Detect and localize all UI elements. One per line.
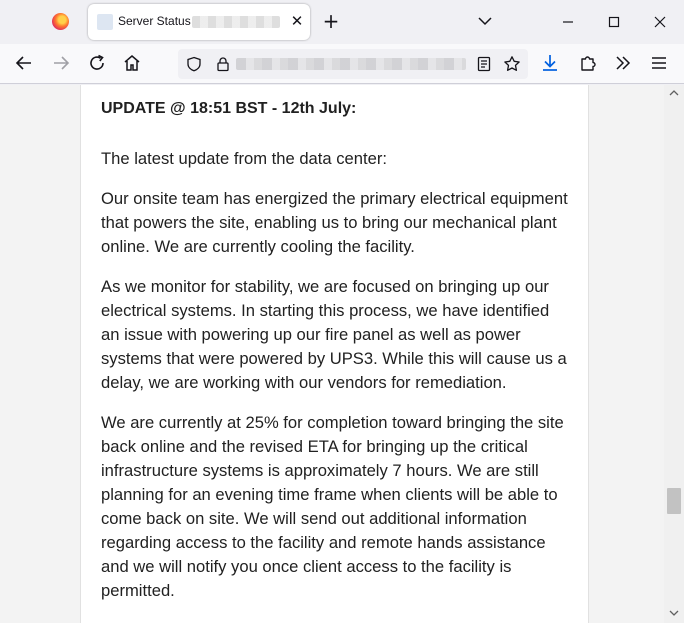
chevron-double-right-icon[interactable]: [612, 52, 634, 74]
scrollbar-thumb[interactable]: [667, 488, 681, 514]
tab-title-redacted: [192, 16, 280, 28]
new-tab-button[interactable]: +: [322, 9, 340, 33]
status-update-article: [80, 85, 589, 623]
puzzle-icon[interactable]: [577, 52, 599, 74]
page-viewport: [0, 85, 684, 623]
star-icon[interactable]: [503, 55, 521, 73]
update-paragraph: The latest update from the data center:: [101, 149, 387, 168]
title-bar: [0, 0, 684, 44]
maximize-icon[interactable]: [602, 10, 626, 34]
arrow-left-icon[interactable]: [13, 52, 35, 74]
download-icon[interactable]: [539, 52, 561, 74]
scroll-down-icon[interactable]: [668, 607, 680, 619]
vertical-scrollbar[interactable]: [664, 85, 684, 623]
navigation-toolbar: [0, 44, 684, 84]
firefox-logo-icon[interactable]: [52, 13, 69, 30]
scroll-up-icon[interactable]: [668, 87, 680, 99]
shield-icon[interactable]: [186, 56, 202, 72]
update-paragraph: We are currently at 25% for completion toward bringing the site back online and the revised ETA for bringing up the critical infrastructure systems is approximately 7 hours. We are still planning for an evening time frame when clients will be able to come back on site. We will send out additional information regarding access to the facility and remote hands assistance and we will notify you once client access to the facility is permitted.: [101, 413, 564, 600]
reader-view-icon[interactable]: [476, 56, 492, 72]
update-paragraph: As we monitor for stability, we are focused on bringing up our electrical systems. In starting this process, we have identified an issue with powering up our fire panel as well as power systems that were powered by UPS3. While this will cause us a delay, we are working with our vendors for remediation.: [101, 277, 567, 392]
chevron-down-icon[interactable]: [476, 12, 494, 30]
close-icon[interactable]: ✕: [290, 12, 304, 30]
hamburger-menu-icon[interactable]: [648, 52, 670, 74]
lock-icon[interactable]: [215, 56, 231, 72]
reload-icon[interactable]: [86, 52, 108, 74]
home-icon[interactable]: [121, 52, 143, 74]
url-text-redacted: [236, 58, 466, 70]
arrow-right-icon[interactable]: [50, 52, 72, 74]
update-heading: UPDATE @ 18:51 BST - 12th July:: [101, 100, 357, 117]
window-close-icon[interactable]: [648, 10, 672, 34]
minimize-icon[interactable]: [556, 10, 580, 34]
update-paragraph: Our onsite team has energized the primary electrical equipment that powers the site, enabling us to bring our mechanical plant online. We are currently cooling the facility.: [101, 189, 568, 256]
tab-favicon-icon: [97, 14, 113, 30]
tab-title: Server Status: [118, 14, 191, 28]
url-bar[interactable]: [178, 49, 528, 79]
tab-server-status[interactable]: [88, 4, 310, 40]
